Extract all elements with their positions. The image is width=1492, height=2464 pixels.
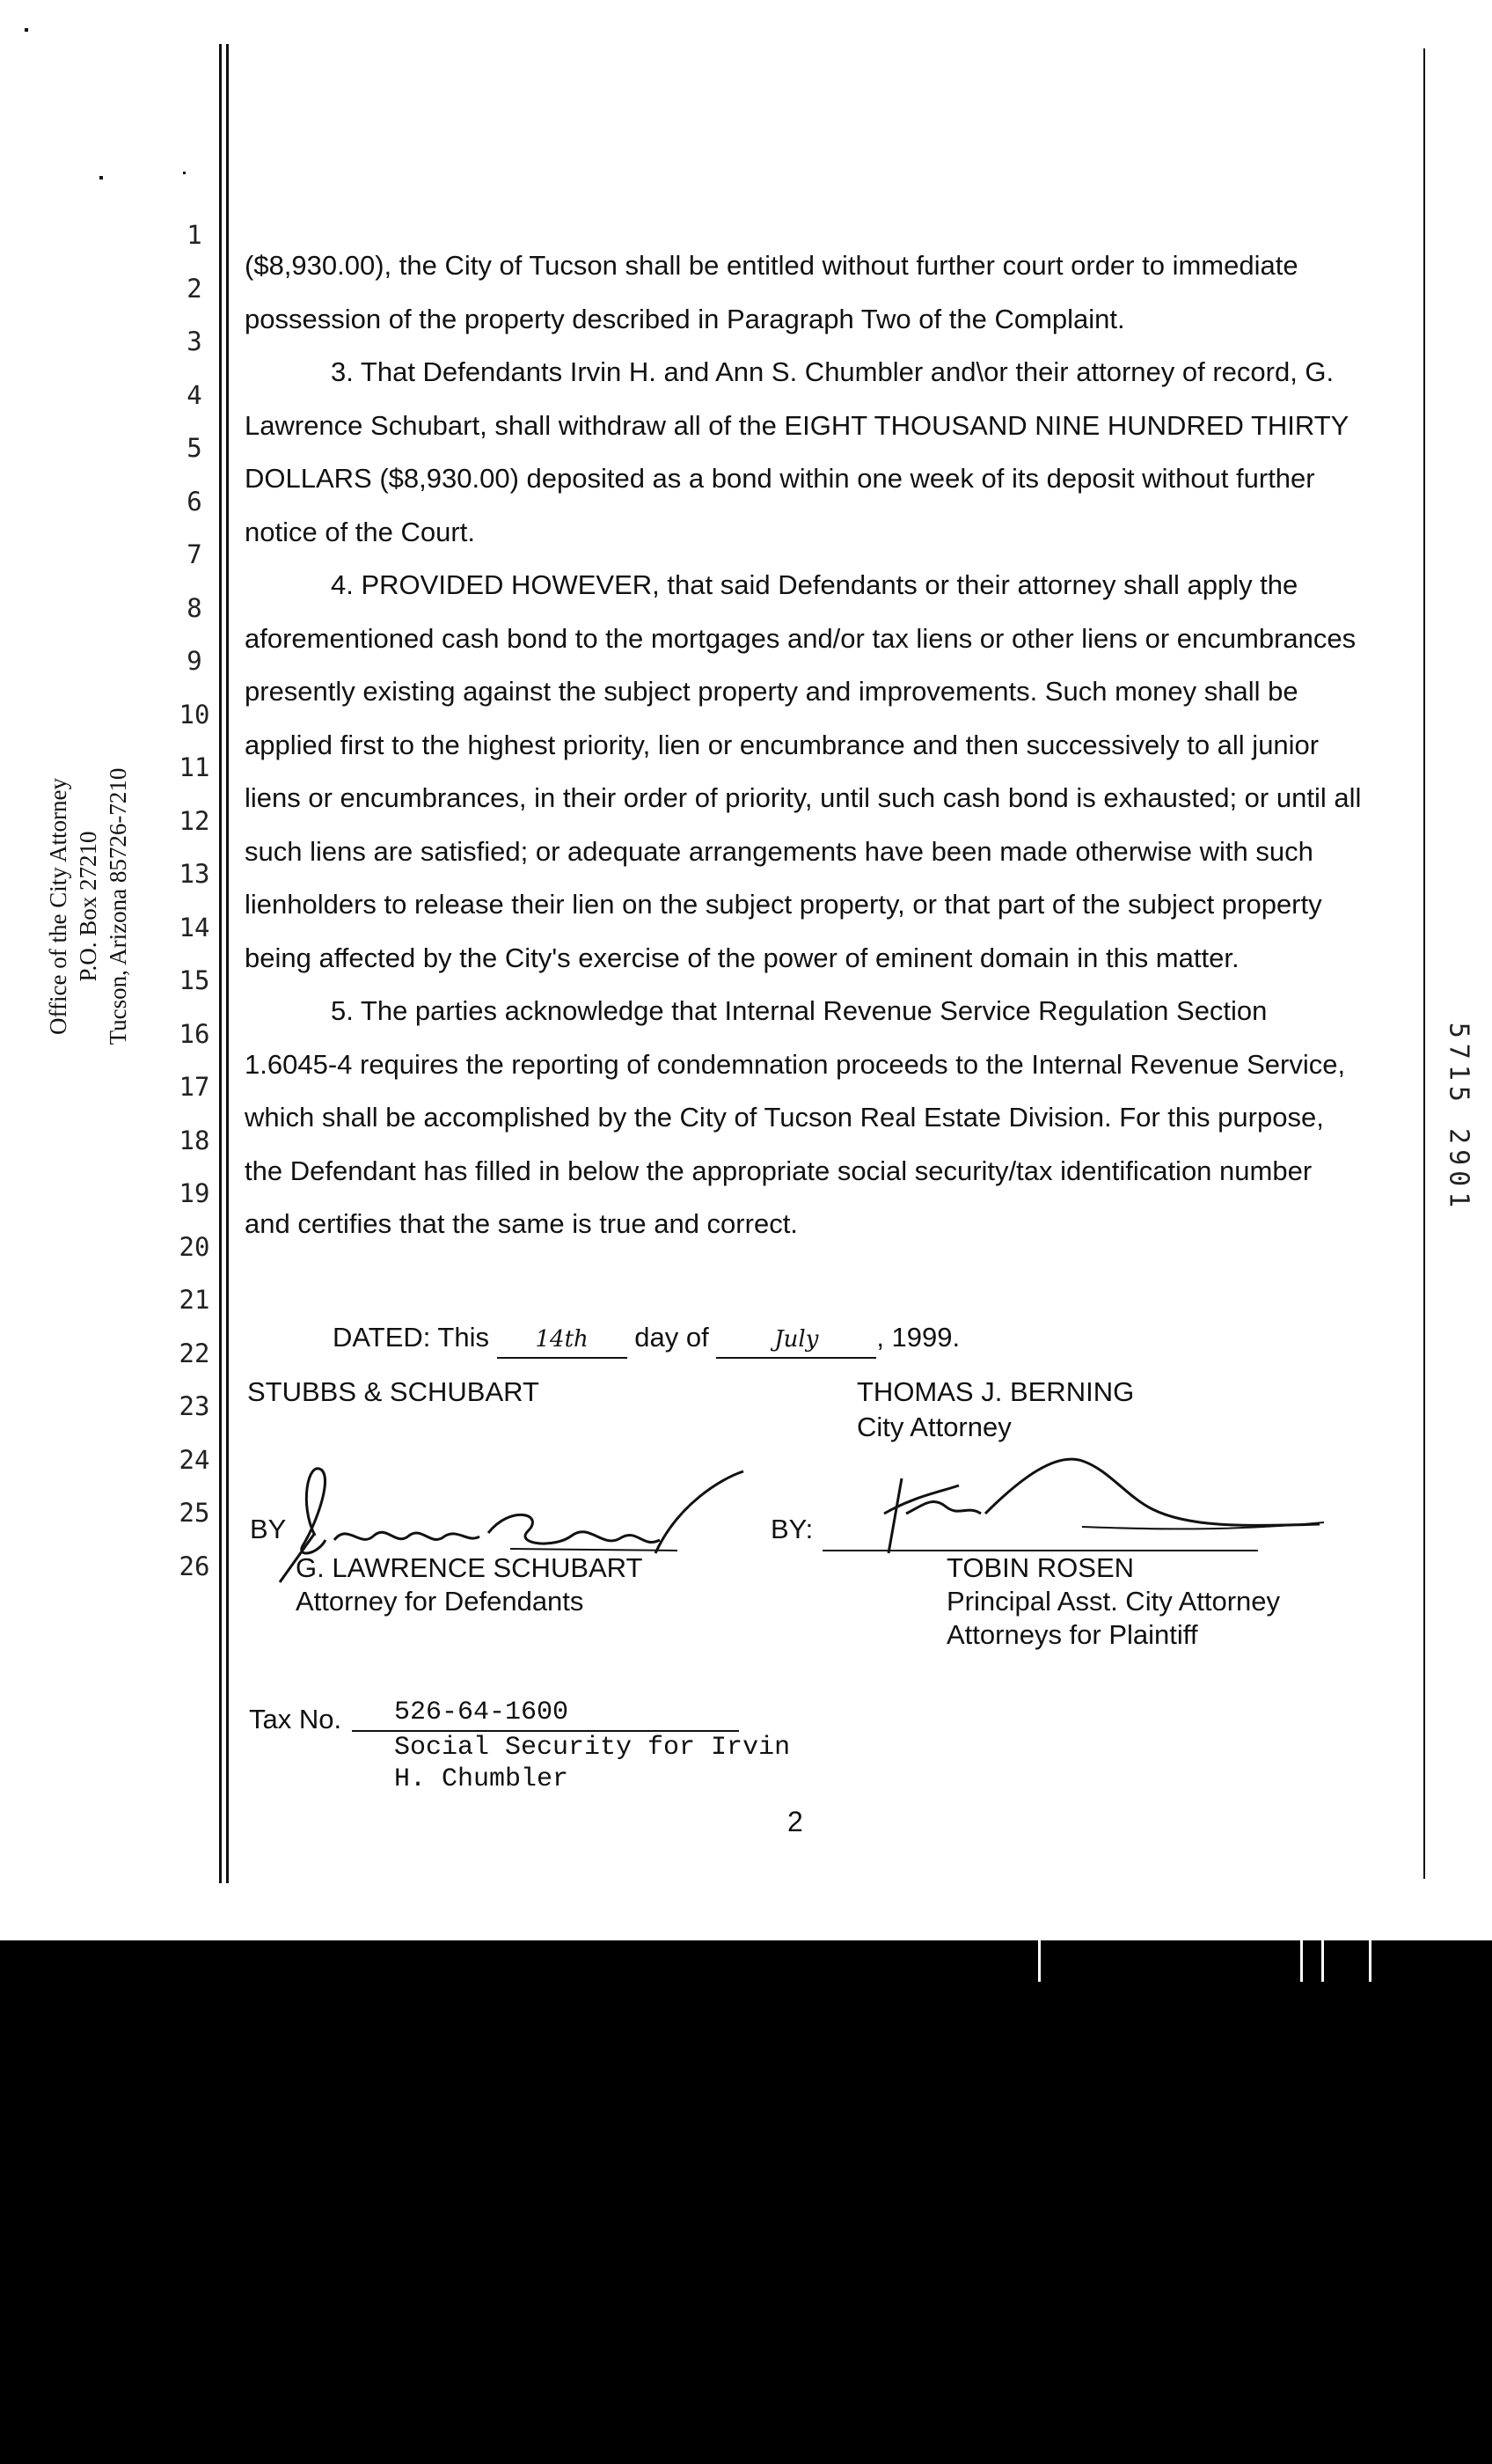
line-number: 16	[179, 1018, 210, 1049]
plaintiff-attorney-title: City Attorney	[857, 1412, 1012, 1442]
dated-prefix: DATED: This	[333, 1322, 489, 1353]
defendant-title: Attorney for Defendants	[296, 1586, 584, 1617]
defendant-name: G. LAWRENCE SCHUBART	[296, 1552, 643, 1583]
line-number: 25	[179, 1498, 210, 1528]
office-po-box: P.O. Box 27210	[75, 831, 101, 982]
plaintiff-signer-title: Principal Asst. City Attorney	[947, 1586, 1281, 1617]
plaintiff-by-label: BY:	[771, 1514, 814, 1544]
tax-note-line2: H. Chumbler	[394, 1764, 569, 1794]
line-number: 14	[179, 912, 210, 942]
tax-label: Tax No.	[249, 1704, 342, 1734]
office-name: Office of the City Attorney	[45, 778, 71, 1035]
line-number: 11	[179, 752, 210, 782]
line-number: 8	[186, 592, 202, 623]
line-number: 9	[186, 646, 202, 676]
dated-year: , 1999.	[876, 1322, 961, 1353]
paragraph-3: 3. That Defendants Irvin H. and Ann S. Chumbler and\or their attorney of record, G. Lawrence Schubart, shall withdraw all of the EIGHT THOUSAND NINE HUNDRED THIRTY DOLLARS ($8,930.00) deposited as a bond within one week of its deposit without further notice of the Court.	[245, 356, 1349, 547]
document-body	[245, 239, 1362, 1251]
scan-artifact-line	[1300, 1940, 1303, 1982]
left-margin-rule-inner	[226, 44, 229, 1883]
line-number: 17	[179, 1072, 210, 1102]
dated-month-handwritten: July	[716, 1322, 876, 1359]
line-number: 23	[179, 1391, 210, 1421]
page-number: 2	[787, 1806, 803, 1837]
paragraph-4: 4. PROVIDED HOWEVER, that said Defendants or their attorney shall apply the aforementioned cash bond to the mortgages and/or tax liens or other liens or encumbrances presently existing against the subject property and improvements. Such money shall be applied first to the highest priority, lien or encumbrance and then successively to all junior liens or encumbrances, in their order of priority, until such cash bond is exhausted; or until all such liens are satisfied; or adequate arrangements have been made otherwise with such lienholders to release their lien on the subject property, or that part of the subject property being affected by the City's exercise of the power of eminent domain in this matter.	[245, 569, 1362, 973]
dated-day-handwritten: 14th	[497, 1322, 627, 1359]
line-number: 13	[179, 859, 210, 889]
defendant-by-label: BY	[250, 1514, 287, 1544]
plaintiff-signer-name: TOBIN ROSEN	[947, 1552, 1135, 1583]
line-number: 21	[179, 1285, 210, 1315]
scan-artifact-line	[1321, 1940, 1324, 1982]
scan-border	[0, 1940, 1492, 2464]
dated-line	[333, 1320, 960, 1359]
plaintiff-signer-role: Attorneys for Plaintiff	[947, 1619, 1198, 1650]
scan-speck	[183, 172, 186, 174]
scan-speck	[25, 28, 28, 32]
line-number: 22	[179, 1338, 210, 1368]
line-number: 20	[179, 1231, 210, 1262]
line-number: 18	[179, 1125, 210, 1155]
paragraph-5: 5. The parties acknowledge that Internal Revenue Service Regulation Section 1.6045-4 requires the reporting of condemnation proceeds to the Internal Revenue Service, which shall be accomplished by the City of Tucson Real Estate Division. For this purpose, the Defendant has filled in below the appropriate social security/tax identification number and certifies that the same is true and correct.	[245, 995, 1346, 1239]
scan-artifact-line	[1038, 1940, 1041, 1982]
plaintiff-attorney: THOMAS J. BERNING	[857, 1376, 1135, 1407]
line-number: 2	[186, 273, 202, 304]
right-margin-rule	[1423, 48, 1425, 1879]
plaintiff-signature	[818, 1443, 1328, 1566]
tax-note-line1: Social Security for Irvin	[394, 1733, 791, 1763]
line-number: 26	[179, 1551, 210, 1581]
docket-stamp-text: 5715 2901	[1443, 1022, 1474, 1214]
defendant-firm: STUBBS & SCHUBART	[247, 1376, 539, 1407]
line-number: 1	[186, 220, 202, 250]
line-number: 7	[186, 539, 202, 569]
line-number: 15	[179, 965, 210, 995]
line-number: 10	[179, 699, 210, 730]
scan-artifact-line	[1369, 1940, 1371, 1982]
line-number: 5	[186, 433, 202, 463]
line-number: 6	[186, 486, 202, 517]
line-number: 4	[186, 379, 202, 410]
scan-speck	[99, 176, 103, 180]
line-number: 12	[179, 805, 210, 836]
left-margin-rule-outer	[219, 44, 222, 1883]
office-city: Tucson, Arizona 85726-7210	[105, 767, 131, 1045]
line-number: 24	[179, 1444, 210, 1475]
tax-number: 526-64-1600	[394, 1698, 569, 1727]
line-number: 3	[186, 326, 202, 356]
dated-middle: day of	[634, 1322, 709, 1353]
line-number: 19	[179, 1178, 210, 1208]
paragraph-continuation: ($8,930.00), the City of Tucson shall be entitled without further court order to immediate possession of the property described in Paragraph Two of the Complaint.	[245, 250, 1298, 334]
